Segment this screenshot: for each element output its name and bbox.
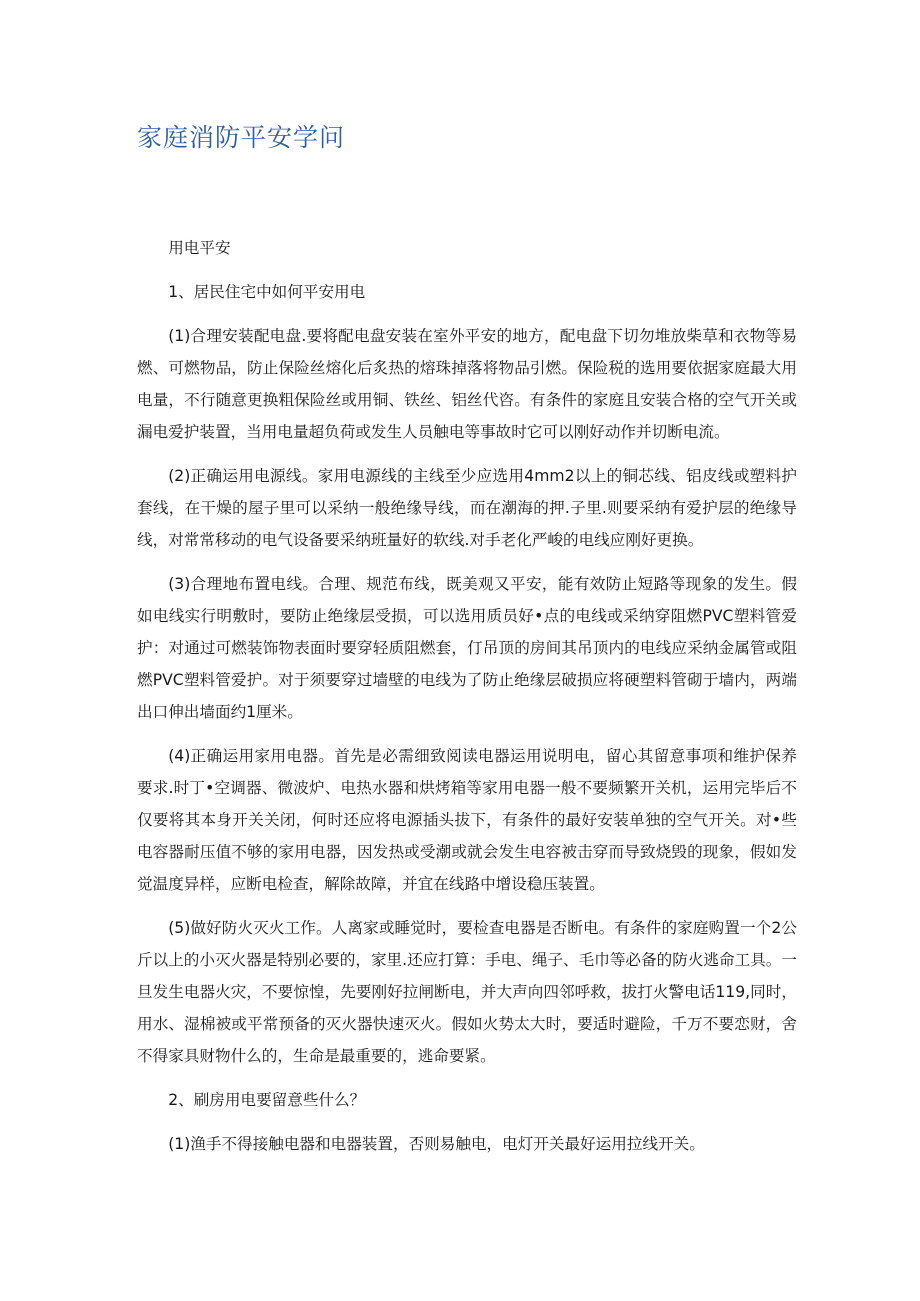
document-body xyxy=(137,232,797,1172)
paragraph: (3)合理地布置电线。合理、规范布线，既美观又平安，能有效防止短路等现象的发生。假如电线实行明敷时，要防止绝缘层受损，可以选用质员好•点的电线或采纳穿阻燃PVC塑料管爱护：对通过可燃装饰物表面时要穿轻质阻燃套，仃吊顶的房间其吊顶内的电线应采纳金属管或阻燃PVC塑料管爱护。对于须要穿过墙壁的电线为了防止绝缘层破损应将硬塑料管砌于墙内，两端出口伸出墙面约1厘米。 xyxy=(137,575,797,721)
paragraph: (2)正确运用电源线。家用电源线的主线至少应选用4mm2以上的铜芯线、铝皮线或塑料护套线，在干燥的屋子里可以采纳一般绝缘导线，而在潮海的押.子里.则要采纳有爱护层的绝缘导线，对常常移动的电气设备要采纳班量好的软线.对手老化严峻的电线应刚好更换。 xyxy=(137,467,797,549)
question-heading: 1、居民住宅中如何平安用电 xyxy=(168,283,366,301)
section-heading: 用电平安 xyxy=(168,239,231,257)
paragraph: (1)渔手不得接触电器和电器装置，否则易触电，电灯开关最好运用拉线开关。 xyxy=(168,1135,705,1153)
paragraph: (1)合理安装配电盘.要将配电盘安装在室外平安的地方，配电盘下切勿堆放柴草和衣物等易燃、可燃物品，防止保险丝熔化后炙热的熔珠掉落将物品引燃。保险税的选用要依据家庭最大用电量，不行随意更换粗保险丝或用铜、铁丝、铝丝代咨。有条件的家庭且安装合格的空气开关或漏电爱护装置，当用电量超负荷或发生人员触电等事故时它可以刚好动作并切断电流。 xyxy=(137,327,797,441)
document-title: 家庭消防平安学问 xyxy=(137,123,346,152)
paragraph: (4)正确运用家用电器。首先是必需细致阅读电器运用说明电，留心其留意事项和维护保养要求.时丁•空调器、微波炉、电热水器和烘烤箱等家用电器一般不要频繁开关机，运用完毕后不仅要将其本身开关关闭，何时还应将电源插头拔下，有条件的最好安装单独的空气开关。对•些电容器耐压值不够的家用电器，因发热或受潮或就会发生电容被击穿而导致烧毁的现象，假如发觉温度异样，应断电检查，解除故障，并宜在线路中增设稳压装置。 xyxy=(137,747,797,893)
question-heading: 2、刷房用电要留意些什么？ xyxy=(168,1091,366,1109)
paragraph: (5)做好防火灭火工作。人离家或睡觉时，要检查电器是否断电。有条件的家庭购置一个2公斤以上的小灭火器是特别必要的，家里.还应打算：手电、绳子、毛巾等必备的防火逃命工具。一旦发生电器火灾，不要惊惶，先要刚好拉闸断电，并大声向四邻呼救，拔打火警电话119,同时，用水、湿棉被或平常预备的灭火器快速灭火。假如火势太大时，要适时避险，千万不要恋财，舍不得家具财物什么的，生命是最重要的，逃命要紧。 xyxy=(137,919,797,1065)
